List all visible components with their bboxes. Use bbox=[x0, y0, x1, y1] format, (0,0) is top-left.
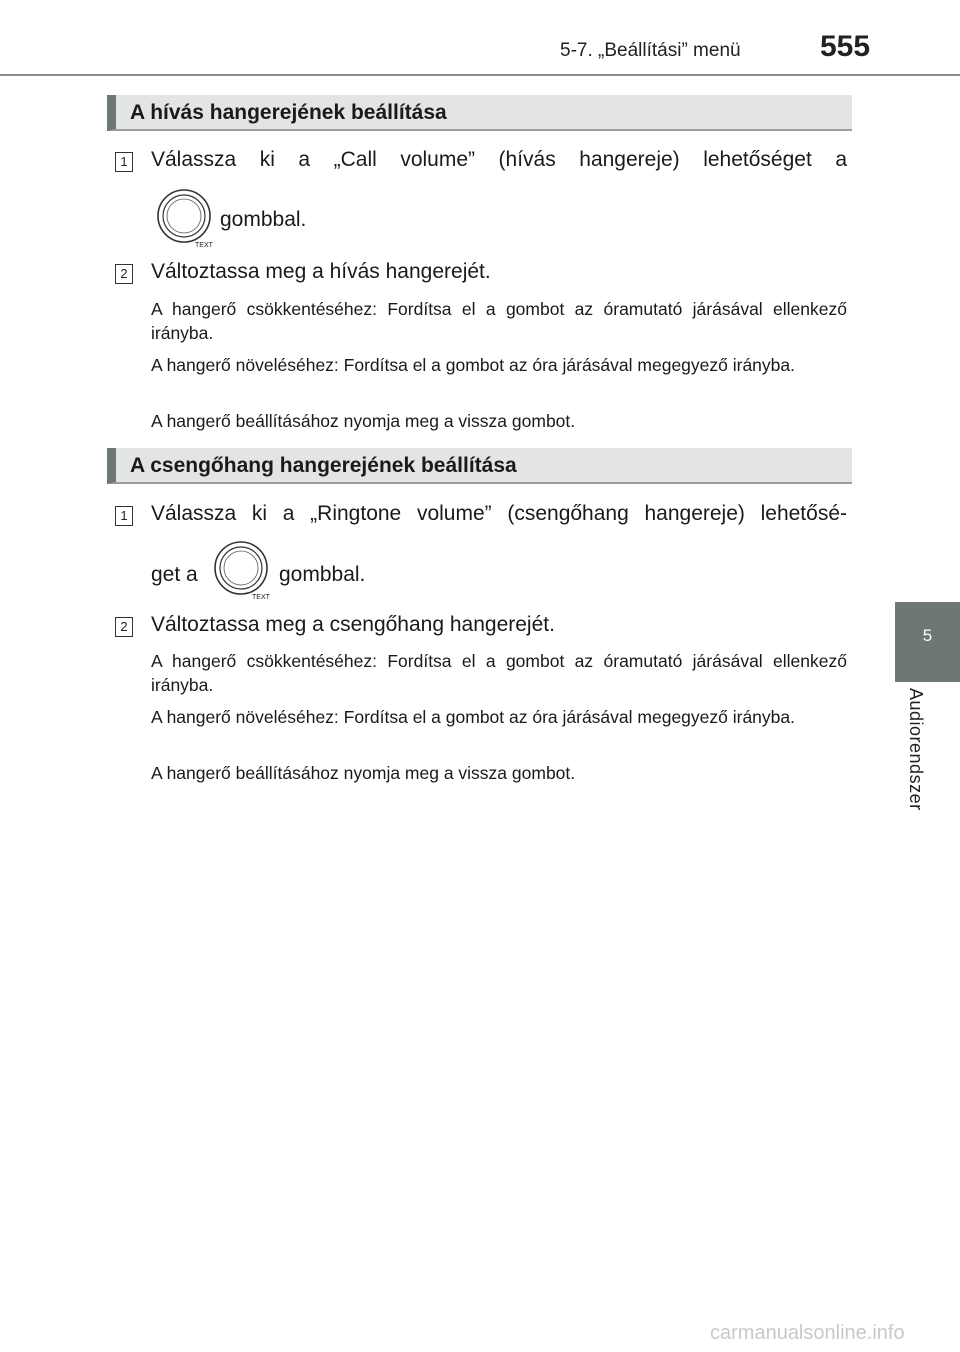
step-text-suffix: gombbal. bbox=[220, 208, 307, 231]
tune-knob-icon bbox=[155, 187, 217, 249]
step-note: A hangerő növeléséhez: Fordítsa el a gombot az óra járásával megegyező irányba. bbox=[151, 707, 795, 727]
watermark: carmanualsonline.info bbox=[710, 1322, 905, 1344]
header-divider bbox=[0, 74, 960, 76]
step-text: Válassza ki a „Call volume” (hívás hangereje) lehetőséget a bbox=[151, 148, 847, 171]
step-note: A hangerő beállításához nyomja meg a vissza gombot. bbox=[151, 763, 576, 783]
section-header-ringtone-volume bbox=[107, 448, 852, 484]
step-number-badge: 1 bbox=[115, 152, 133, 172]
step-number-badge: 2 bbox=[115, 264, 133, 284]
tune-knob-icon bbox=[212, 539, 274, 601]
section-title: A hívás hangerejének beállítása bbox=[130, 101, 447, 124]
page-number: 555 bbox=[820, 30, 871, 63]
section-title: A csengőhang hangerejének beállítása bbox=[130, 454, 517, 477]
step-text-suffix: gombbal. bbox=[279, 563, 366, 586]
step-text-prefix: get a bbox=[151, 563, 198, 586]
step-text: Változtassa meg a hívás hangerejét. bbox=[151, 260, 491, 283]
section-header-call-volume bbox=[107, 95, 852, 131]
step-number-badge: 2 bbox=[115, 617, 133, 637]
step-text: Válassza ki a „Ringtone volume” (csengőhang hangereje) lehetősé- bbox=[151, 502, 847, 525]
knob-label: TEXT bbox=[195, 242, 213, 249]
step-note: A hangerő növeléséhez: Fordítsa el a gombot az óra járásával megegyező irányba. bbox=[151, 355, 795, 375]
knob-label: TEXT bbox=[252, 594, 270, 601]
step-text: Változtassa meg a csengőhang hangerejét. bbox=[151, 613, 555, 636]
step-note: A hangerő csökkentéséhez: Fordítsa el a gombot az óramutató járásával ellenkező irányba. bbox=[151, 299, 847, 343]
step-note: A hangerő beállításához nyomja meg a vissza gombot. bbox=[151, 411, 576, 431]
chapter-tab-label: Audiorendszer bbox=[906, 688, 926, 811]
step-number-badge: 1 bbox=[115, 506, 133, 526]
chapter-title: 5-7. „Beállítási” menü bbox=[560, 40, 741, 61]
chapter-tab-number: 5 bbox=[922, 626, 933, 645]
chapter-tab bbox=[895, 602, 960, 682]
step-note: A hangerő csökkentéséhez: Fordítsa el a gombot az óramutató járásával ellenkező irányba. bbox=[151, 651, 847, 695]
